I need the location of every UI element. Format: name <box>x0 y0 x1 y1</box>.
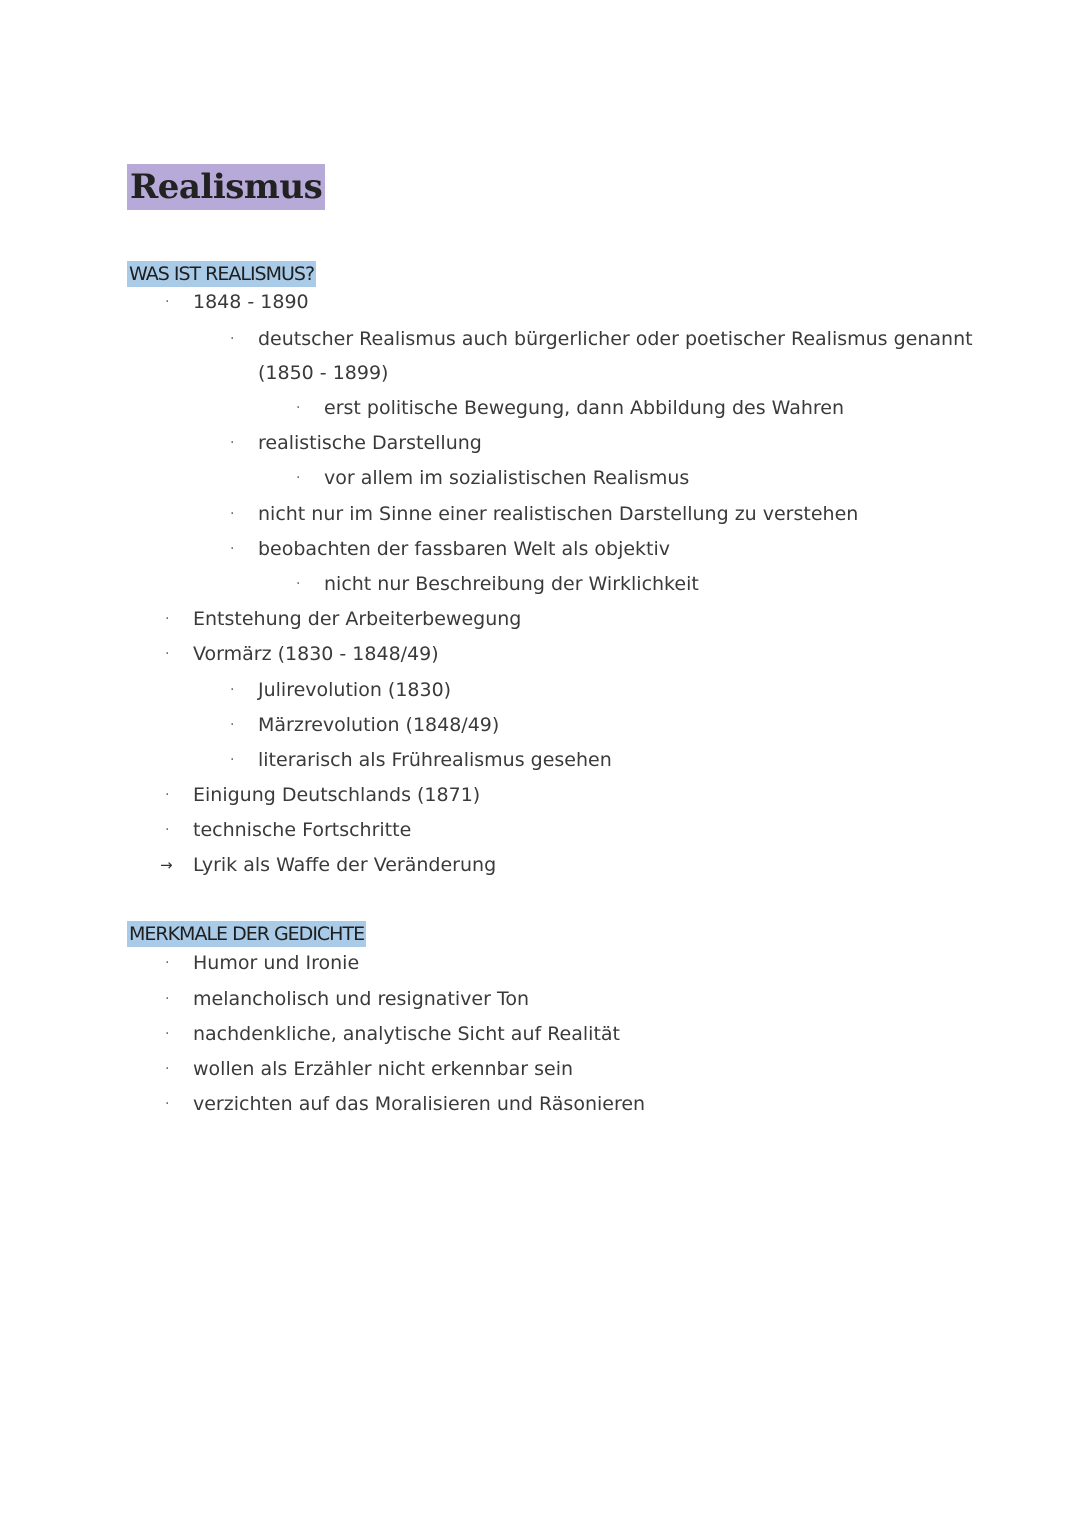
list-item: realistische Darstellung <box>258 432 482 454</box>
list-item: wollen als Erzähler nicht erkennbar sein <box>193 1058 574 1080</box>
bullet-icon: · <box>165 822 170 838</box>
list-item: technische Fortschritte <box>193 819 412 841</box>
bullet-icon: · <box>230 752 235 768</box>
list-item: Humor und Ironie <box>193 952 360 974</box>
list-item: literarisch als Frührealismus gesehen <box>258 749 612 771</box>
bullet-icon: · <box>165 1026 170 1042</box>
bullet-icon: · <box>165 787 170 803</box>
bullet-icon: · <box>230 717 235 733</box>
bullet-icon: · <box>165 646 170 662</box>
page-title: Realismus <box>127 164 325 210</box>
list-item: vor allem im sozialistischen Realismus <box>324 467 690 489</box>
bullet-icon: · <box>230 506 235 522</box>
bullet-icon: · <box>230 331 235 347</box>
bullet-icon: · <box>165 955 170 971</box>
list-item: Märzrevolution (1848/49) <box>258 714 500 736</box>
section-heading-realismus: WAS IST REALISMUS? <box>129 263 315 285</box>
bullet-icon: · <box>230 435 235 451</box>
bullet-icon: · <box>230 541 235 557</box>
list-item: beobachten der fassbaren Welt als objektiv <box>258 538 671 560</box>
list-item: melancholisch und resignativer Ton <box>193 988 530 1010</box>
list-item: deutscher Realismus auch bürgerlicher oder poetischer Realismus genannt <box>258 328 973 350</box>
bullet-icon: · <box>165 611 170 627</box>
list-item: nicht nur Beschreibung der Wirklichkeit <box>324 573 699 595</box>
section-heading-merkmale: MERKMALE DER GEDICHTE <box>129 923 365 945</box>
list-item-conclusion: Lyrik als Waffe der Veränderung <box>193 854 497 876</box>
bullet-icon: · <box>165 1061 170 1077</box>
list-item: Julirevolution (1830) <box>258 679 452 701</box>
list-item: verzichten auf das Moralisieren und Räsonieren <box>193 1093 646 1115</box>
bullet-icon: · <box>165 991 170 1007</box>
bullet-icon: · <box>296 400 301 416</box>
bullet-icon: · <box>230 682 235 698</box>
bullet-icon: · <box>296 470 301 486</box>
arrow-right-icon: → <box>160 856 173 874</box>
list-item: 1848 - 1890 <box>193 291 309 313</box>
list-item: nicht nur im Sinne einer realistischen Darstellung zu verstehen <box>258 503 859 525</box>
list-item: Vormärz (1830 - 1848/49) <box>193 643 439 665</box>
bullet-icon: · <box>165 294 170 310</box>
list-item: nachdenkliche, analytische Sicht auf Realität <box>193 1023 620 1045</box>
list-item: Entstehung der Arbeiterbewegung <box>193 608 522 630</box>
list-item: erst politische Bewegung, dann Abbildung des Wahren <box>324 397 845 419</box>
list-item: Einigung Deutschlands (1871) <box>193 784 481 806</box>
bullet-icon: · <box>296 576 301 592</box>
list-item-continuation: (1850 - 1899) <box>258 362 389 384</box>
bullet-icon: · <box>165 1096 170 1112</box>
